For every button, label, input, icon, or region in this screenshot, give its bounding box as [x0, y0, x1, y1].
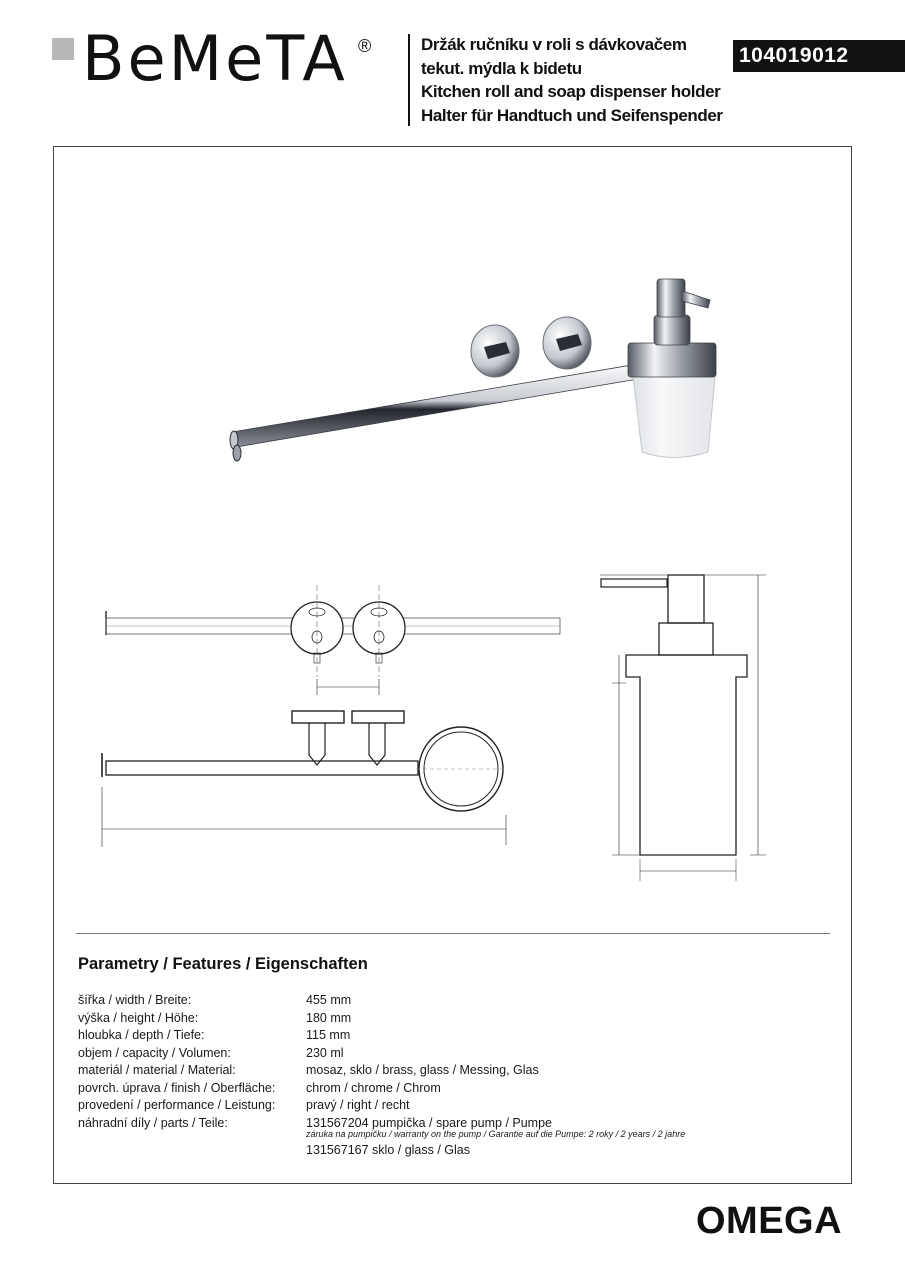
spec-value: 115 mm [306, 1028, 351, 1042]
spec-label: výška / height / Höhe: [78, 1010, 199, 1025]
spec-label: povrch. úprava / finish / Oberfläche: [78, 1080, 276, 1095]
title-de: Halter für Handtuch und Seifenspender [421, 105, 723, 125]
spare-part-pump: 131567204 pumpička / spare pump / Pumpe [306, 1115, 552, 1130]
spec-row-performance [78, 1097, 818, 1115]
product-code: 104019012 [733, 40, 905, 72]
spec-row-finish [78, 1080, 818, 1098]
spec-row-material [78, 1062, 818, 1080]
spec-value: 455 mm [306, 993, 352, 1007]
title-cs-line2: tekut. mýdla k bidetu [421, 58, 582, 78]
series-name: OMEGA [696, 1200, 843, 1242]
brand-logo: BeMeTA [82, 22, 348, 95]
pump-warranty-note: záruka na pumpičku / warranty on the pump / Garantie auf die Pumpe: 2 roky / 2 years / 2 jahre [306, 1128, 686, 1139]
technical-drawings [54, 147, 851, 927]
registered-mark: ® [358, 36, 372, 56]
spec-row-height [78, 1010, 818, 1028]
features-title: Parametry / Features / Eigenschaften [78, 955, 368, 973]
spec-label: hloubka / depth / Tiefe: [78, 1028, 205, 1042]
product-sheet-frame [53, 146, 852, 1184]
spec-value: pravý / right / recht [306, 1098, 410, 1112]
spec-row-capacity [78, 1045, 818, 1063]
spec-row-width [78, 992, 818, 1010]
title-en: Kitchen roll and soap dispenser holder [421, 82, 721, 101]
logo-square [52, 38, 74, 60]
spec-label: šířka / width / Breite: [78, 993, 192, 1007]
spec-label: materiál / material / Material: [78, 1063, 236, 1077]
spec-value: 180 mm [306, 1010, 352, 1025]
product-titles [421, 33, 731, 127]
spare-part-glass: 131567167 sklo / glass / Glas [306, 1142, 470, 1157]
title-cs-line1: Držák ručníku v roli s dávkovačem [421, 35, 687, 54]
spec-table [78, 992, 818, 1163]
spec-row-spare-parts [78, 1115, 818, 1163]
spec-label: provedení / performance / Leistung: [78, 1098, 276, 1112]
spec-label: náhradní díly / parts / Teile: [78, 1115, 228, 1130]
drawing-top-view [106, 585, 560, 695]
spec-label: objem / capacity / Volumen: [78, 1045, 231, 1060]
spec-value: mosaz, sklo / brass, glass / Messing, Glas [306, 1063, 539, 1077]
header-divider [408, 34, 410, 126]
section-divider [76, 933, 830, 934]
drawing-side-view [600, 575, 766, 881]
drawing-front-view [102, 711, 506, 847]
spec-value: 230 ml [306, 1045, 344, 1060]
spec-value: chrom / chrome / Chrom [306, 1080, 441, 1095]
spec-row-depth [78, 1027, 818, 1045]
